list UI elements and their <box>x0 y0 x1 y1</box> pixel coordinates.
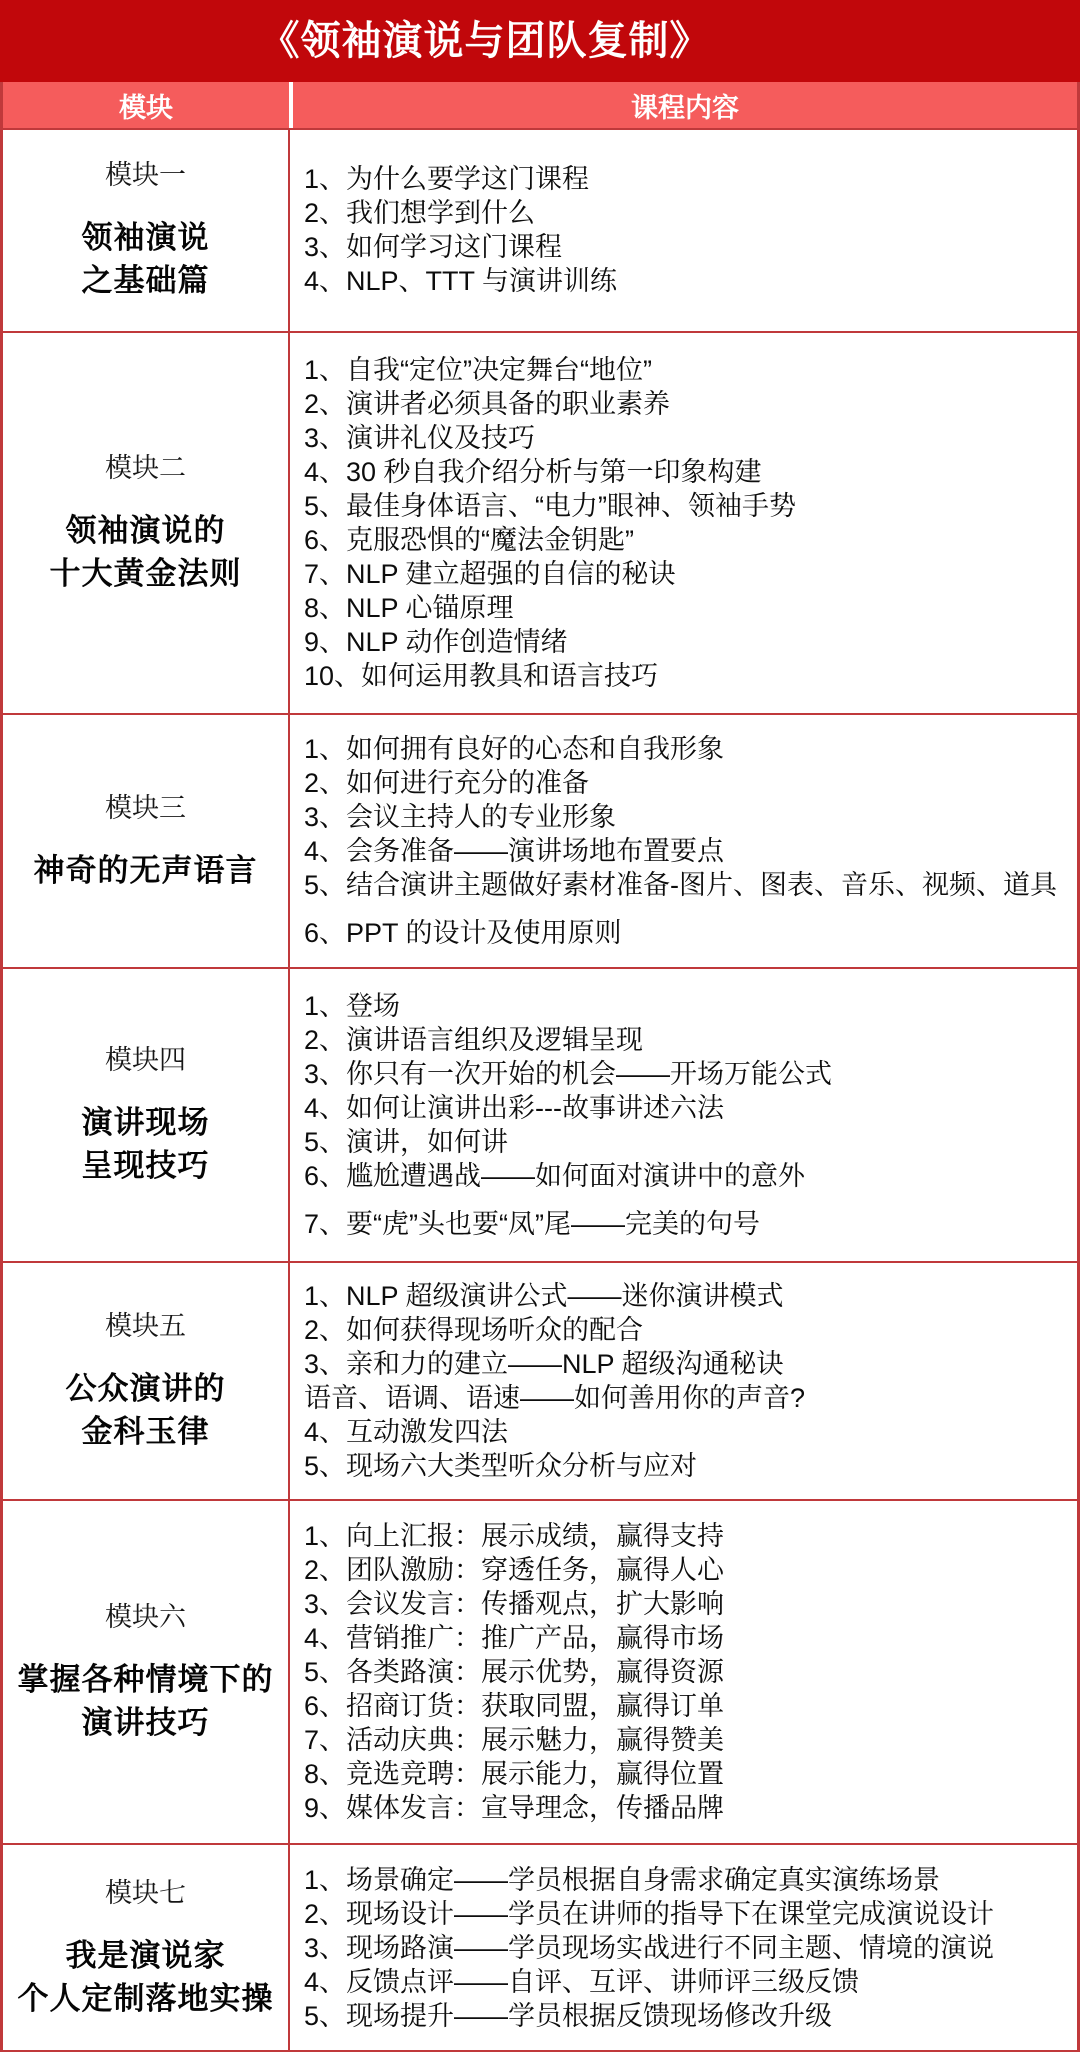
content-cell <box>290 1263 1077 1499</box>
course-item: 1、NLP 超级演讲公式——迷你演讲模式 <box>304 1280 784 1311</box>
content-cell <box>290 333 1077 714</box>
table-row-module-1 <box>3 128 1077 331</box>
column-header-content: 课程内容 <box>631 92 739 123</box>
course-item: 4、30 秒自我介绍分析与第一印象构建 <box>304 457 762 488</box>
module-name <box>82 1101 210 1187</box>
module-label: 模块七 <box>105 1877 186 1908</box>
module-cell <box>3 969 290 1261</box>
table-row-module-6 <box>3 1499 1077 1844</box>
module-name <box>18 1658 274 1744</box>
module-cell <box>3 1501 290 1844</box>
course-item: 3、现场路演——学员现场实战进行不同主题、情境的演说 <box>304 1932 995 1963</box>
title-banner <box>0 0 1080 82</box>
module-label: 模块四 <box>105 1044 186 1075</box>
module-name-line: 神奇的无声语言 <box>33 852 258 888</box>
course-item: 1、场景确定——学员根据自身需求确定真实演练场景 <box>304 1864 941 1895</box>
content-cell <box>290 1501 1077 1844</box>
course-item: 4、营销推广：推广产品，赢得市场 <box>304 1622 725 1653</box>
course-item: 5、最佳身体语言、“电力”眼神、领袖手势 <box>304 491 796 522</box>
course-item: 10、如何运用教具和语言技巧 <box>304 661 659 692</box>
content-cell <box>290 1845 1077 2050</box>
module-name-line: 我是演说家 <box>65 1937 226 1973</box>
table-row-module-3 <box>3 713 1077 967</box>
module-cell <box>3 715 290 967</box>
module-label: 模块六 <box>105 1601 186 1632</box>
course-item: 3、亲和力的建立——NLP 超级沟通秘诀 <box>304 1348 784 1379</box>
content-cell <box>290 969 1077 1261</box>
course-item: 2、现场设计——学员在讲师的指导下在课堂完成演说设计 <box>304 1898 995 1929</box>
module-name <box>66 1367 226 1453</box>
course-item: 6、PPT 的设计及使用原则 <box>304 918 622 949</box>
module-name-line: 掌握各种情境下的 <box>17 1661 274 1697</box>
course-item: 2、我们想学到什么 <box>304 198 536 229</box>
course-item: 3、会议发言：传播观点，扩大影响 <box>304 1588 725 1619</box>
module-name-line: 演讲现场 <box>81 1104 210 1140</box>
course-item: 2、演讲语言组织及逻辑呈现 <box>304 1024 644 1055</box>
course-item: 7、NLP 建立超强的自信的秘诀 <box>304 559 676 590</box>
course-item: 7、要“虎”头也要“凤”尾——完美的句号 <box>304 1208 760 1239</box>
course-item: 5、演讲，如何讲 <box>304 1126 509 1157</box>
module-name-line: 领袖演说的 <box>65 513 226 549</box>
module-cell <box>3 1263 290 1499</box>
course-item: 5、结合演讲主题做好素材准备-图片、图表、音乐、视频、道具 <box>304 870 1058 901</box>
module-name-line: 之基础篇 <box>81 263 210 299</box>
course-item: 9、媒体发言：宣导理念，传播品牌 <box>304 1792 725 1823</box>
module-name <box>50 509 242 595</box>
course-item: 8、NLP 心锚原理 <box>304 593 514 624</box>
course-item: 8、竞选竞聘：展示能力，赢得位置 <box>304 1758 725 1789</box>
module-label: 模块一 <box>105 160 186 191</box>
course-item: 5、现场六大类型听众分析与应对 <box>304 1450 698 1481</box>
column-header-module: 模块 <box>3 82 293 128</box>
module-name-line: 演讲技巧 <box>81 1704 210 1740</box>
content-cell <box>290 130 1077 331</box>
module-name <box>34 849 258 892</box>
table-header-row <box>3 82 1077 128</box>
course-item: 1、为什么要学这门课程 <box>304 164 590 195</box>
course-item: 1、向上汇报：展示成绩，赢得支持 <box>304 1520 725 1551</box>
table-row-module-5 <box>3 1261 1077 1499</box>
module-name-line: 公众演讲的 <box>65 1370 226 1406</box>
course-item: 2、团队激励：穿透任务，赢得人心 <box>304 1554 725 1585</box>
course-item: 4、会务准备——演讲场地布置要点 <box>304 836 725 867</box>
course-item: 3、演讲礼仪及技巧 <box>304 423 536 454</box>
table-row-module-7 <box>3 1843 1077 2050</box>
course-item: 4、反馈点评——自评、互评、讲师评三级反馈 <box>304 1966 860 1997</box>
course-item: 3、会议主持人的专业形象 <box>304 802 617 833</box>
course-item: 4、互动激发四法 <box>304 1416 509 1447</box>
table-row-module-2 <box>3 331 1077 714</box>
course-item: 3、如何学习这门课程 <box>304 232 563 263</box>
module-label: 模块五 <box>105 1310 186 1341</box>
module-name-line: 个人定制落地实操 <box>17 1980 274 2016</box>
course-item: 语音、语调、语速——如何善用你的声音? <box>304 1382 806 1413</box>
course-item: 1、自我“定位”决定舞台“地位” <box>304 355 652 386</box>
course-item: 2、演讲者必须具备的职业素养 <box>304 389 671 420</box>
course-item: 6、克服恐惧的“魔法金钥匙” <box>304 525 634 556</box>
module-label: 模块三 <box>105 792 186 823</box>
course-item: 2、如何获得现场听众的配合 <box>304 1314 644 1345</box>
course-item: 5、各类路演：展示优势，赢得资源 <box>304 1656 725 1687</box>
module-name <box>82 216 210 302</box>
course-item: 3、你只有一次开始的机会——开场万能公式 <box>304 1058 833 1089</box>
course-item: 1、登场 <box>304 990 401 1021</box>
module-cell <box>3 130 290 331</box>
module-cell <box>3 333 290 714</box>
content-cell <box>290 715 1077 967</box>
course-item: 4、NLP、TTT 与演讲训练 <box>304 266 618 297</box>
course-item: 6、尴尬遭遇战——如何面对演讲中的意外 <box>304 1160 806 1191</box>
module-name <box>18 1934 274 2020</box>
course-item: 4、如何让演讲出彩---故事讲述六法 <box>304 1092 724 1123</box>
module-name-line: 领袖演说 <box>81 220 210 256</box>
module-name-line: 呈现技巧 <box>81 1147 210 1183</box>
course-item: 6、招商订货：获取同盟，赢得订单 <box>304 1690 725 1721</box>
module-label: 模块二 <box>105 453 186 484</box>
course-item: 9、NLP 动作创造情绪 <box>304 627 568 658</box>
course-item: 2、如何进行充分的准备 <box>304 768 590 799</box>
course-table <box>0 82 1080 2052</box>
course-item: 5、现场提升——学员根据反馈现场修改升级 <box>304 2000 833 2031</box>
table-row-module-4 <box>3 967 1077 1261</box>
course-item: 7、活动庆典：展示魅力，赢得赞美 <box>304 1724 725 1755</box>
module-name-line: 金科玉律 <box>81 1413 210 1449</box>
course-item: 1、如何拥有良好的心态和自我形象 <box>304 734 725 765</box>
module-name-line: 十大黄金法则 <box>49 556 242 592</box>
module-cell <box>3 1845 290 2050</box>
page-title: 《领袖演说与团队复制》 <box>259 19 711 63</box>
